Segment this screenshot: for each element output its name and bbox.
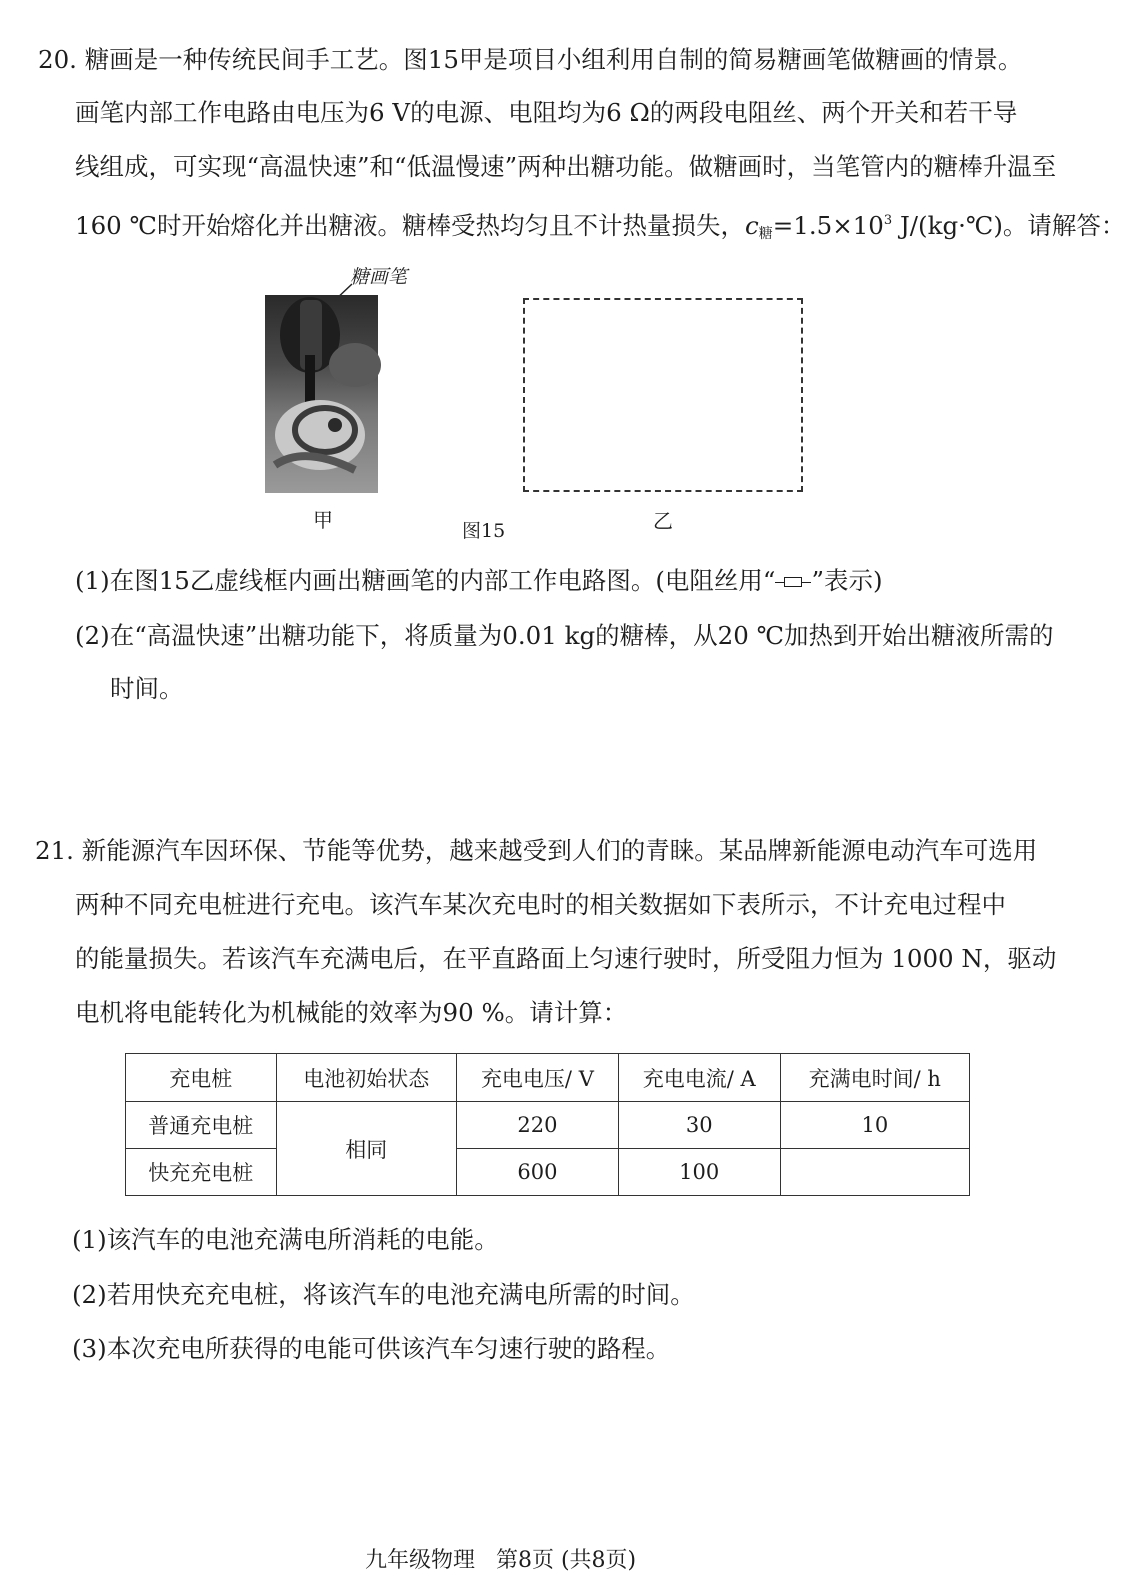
q20-sub1 <box>75 565 883 597</box>
specific-heat-exponent: 3 <box>883 213 893 228</box>
table-row <box>126 1149 970 1196</box>
q20-line-2: 画笔内部工作电路由电压为6 V的电源、电阻均为6 Ω的两段电阻丝、两个开关和若干导 <box>75 98 1018 127</box>
q21-line-1: 21. 新能源汽车因环保、节能等优势，越来越受到人们的青睐。某品牌新能源电动汽车可选用 <box>35 836 1038 865</box>
q20-sub1-text: (1)在图15乙虚线框内画出糖画笔的内部工作电路图。(电阻丝用“ <box>75 566 776 595</box>
table-cell-merged: 相同 <box>276 1102 456 1196</box>
q20-line-4-text: 160 ℃时开始熔化并出糖液。糖棒受热均匀且不计热量损失， <box>75 211 745 240</box>
q21-sub1: (1)该汽车的电池充满电所消耗的电能。 <box>72 1225 499 1254</box>
figure-caption: 图15 <box>462 520 506 542</box>
table-cell: 10 <box>780 1102 969 1149</box>
table-header-cell: 充满电时间/ h <box>780 1054 969 1102</box>
table-cell: 普通充电桩 <box>126 1102 277 1149</box>
table-cell: 220 <box>456 1102 618 1149</box>
table-cell: 600 <box>456 1149 618 1196</box>
table-cell: 快充充电桩 <box>126 1149 277 1196</box>
q20-line-4 <box>75 205 1125 250</box>
circuit-drawing-box <box>523 298 803 492</box>
table-cell: 100 <box>618 1149 780 1196</box>
figure-label-jia: 甲 <box>313 508 333 532</box>
q21-line-4: 电机将电能转化为机械能的效率为90 %。请计算： <box>75 998 628 1027</box>
q21-sub3: (3)本次充电所获得的电能可供该汽车匀速行驶的路程。 <box>72 1334 671 1363</box>
charging-data-table <box>125 1053 970 1196</box>
specific-heat-unit: J/(kg·℃)。请解答： <box>892 211 1125 240</box>
q20-line-1: 20. 糖画是一种传统民间手工艺。图15甲是项目小组利用自制的简易糖画笔做糖画的情景。 <box>38 45 1023 74</box>
q21-line-3: 的能量损失。若该汽车充满电后，在平直路面上匀速行驶时，所受阻力恒为 1000 N，驱动 <box>75 944 1057 973</box>
table-row <box>126 1102 970 1149</box>
specific-heat-value: =1.5×10 <box>772 211 884 240</box>
specific-heat-subscript: 糖 <box>758 226 773 242</box>
table-header-cell: 充电桩 <box>126 1054 277 1102</box>
specific-heat-symbol: c <box>744 211 759 240</box>
photo-content <box>265 295 378 493</box>
page-footer: 九年级物理 第8页 (共8页) <box>365 1548 637 1573</box>
q20-sub1-end: ”表示) <box>811 566 883 595</box>
table-cell <box>780 1149 969 1196</box>
sugar-painting-photo <box>265 295 378 493</box>
table-cell: 30 <box>618 1102 780 1149</box>
q20-sub2-line-1: (2)在“高温快速”出糖功能下，将质量为0.01 kg的糖棒，从20 ℃加热到开始出糖液所需的 <box>75 621 1054 650</box>
table-header-cell: 充电电流/ A <box>618 1054 780 1102</box>
table-header-cell: 充电电压/ V <box>456 1054 618 1102</box>
q21-line-2: 两种不同充电桩进行充电。该汽车某次充电时的相关数据如下表所示，不计充电过程中 <box>75 890 1006 919</box>
figure-label-yi: 乙 <box>653 509 673 533</box>
q20-line-3: 线组成，可实现“高温快速”和“低温慢速”两种出糖功能。做糖画时，当笔管内的糖棒升温至 <box>75 152 1057 181</box>
resistor-symbol-icon <box>775 577 811 589</box>
q20-sub2-line-2: 时间。 <box>110 674 184 703</box>
table-header-row <box>126 1054 970 1102</box>
pen-label: 糖画笔 <box>350 266 408 288</box>
table-header-cell: 电池初始状态 <box>276 1054 456 1102</box>
q21-sub2: (2)若用快充充电桩，将该汽车的电池充满电所需的时间。 <box>72 1280 695 1309</box>
